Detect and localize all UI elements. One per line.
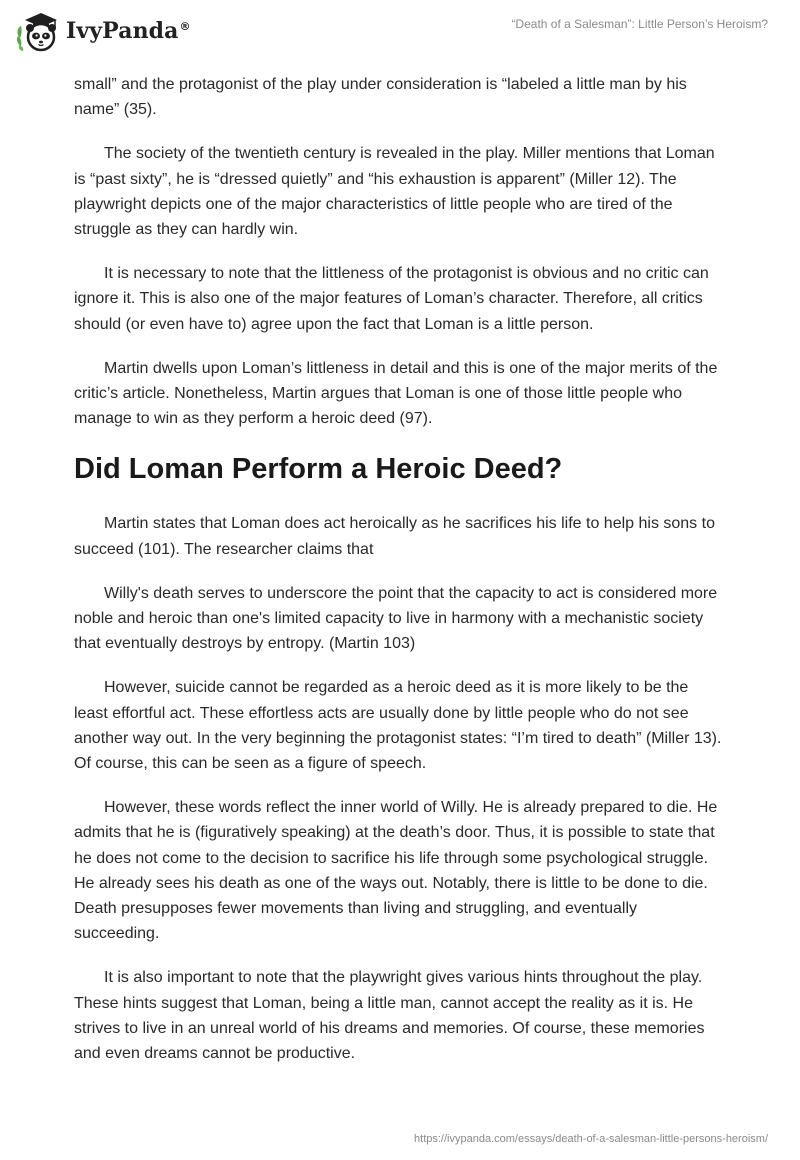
block-quote: Willy's death serves to underscore the point that the capacity to act is considered more noble and heroic than one's limited capacity to live in harmony with a mechanistic society that eventually destroys by entropy. (Martin 103) — [74, 584, 718, 653]
essay-body — [74, 72, 726, 1085]
source-url[interactable]: https://ivypanda.com/essays/death-of-a-salesman-little-persons-heroism/ — [414, 1133, 768, 1145]
paragraph-8: However, these words reflect the inner world of Willy. He is already prepared to die. He admits that he is (figuratively speaking) at the death’s door. Thus, it is possible to state that he does not come to the decision to sacrifice his life through some psychological struggle. He already sees his death as one of the ways out. Notably, there is little to be done to die. Death presupposes fewer movements than living and struggling, and eventually succeeding. — [74, 799, 718, 943]
section-heading: Did Loman Perform a Heroic Deed? — [74, 453, 563, 486]
ivypanda-logo[interactable] — [14, 8, 191, 54]
paragraph-2: The society of the twentieth century is revealed in the play. Miller mentions that Loman is “past sixty”, he is “dressed quietly” and “his exhaustion is apparent” (Miller 12). The playwright depicts one of the major characteristics of little people who are tired of the struggle as they can hardly win. — [74, 145, 715, 239]
registered-mark: ® — [179, 19, 191, 33]
paragraph-9: It is also important to note that the playwright gives various hints throughout the play. These hints suggest that Loman, being a little man, cannot accept the reality as it is. He strives to live in an unreal world of his dreams and memories. Of course, these memories and even dreams cannot be productive. — [74, 969, 705, 1063]
paragraph-4: Martin dwells upon Loman’s littleness in detail and this is one of the major merits of the critic’s article. Nonetheless, Martin argues that Loman is one of those little people who manage to win as they perform a heroic deed (97). — [74, 359, 718, 428]
panda-graduate-icon — [14, 8, 60, 54]
paragraph-5: Martin states that Loman does act heroically as he sacrifices his life to help his sons to succeed (101). The researcher claims that — [74, 515, 715, 558]
paragraph-3: It is necessary to note that the littleness of the protagonist is obvious and no critic can ignore it. This is also one of the major features of Loman’s character. Therefore, all critics should (or even have to) agree upon the fact that Loman is a little person. — [74, 265, 709, 333]
document-title: “Death of a Salesman”: Little Person’s Heroism? — [511, 17, 768, 31]
paragraph-7: However, suicide cannot be regarded as a heroic deed as it is more likely to be the least effortful act. These effortless acts are usually done by little people who do not see another way out. In the very beginning the protagonist states: “I’m tired to death” (Miller 13). Of course, this can be seen as a figure of speech. — [74, 679, 722, 773]
brand-text: IvyPanda — [66, 18, 179, 44]
brand-name — [66, 18, 191, 44]
page-header — [0, 0, 800, 66]
paragraph-1: small” and the protagonist of the play under consideration is “labeled a little man by his name” (35). — [74, 76, 687, 119]
